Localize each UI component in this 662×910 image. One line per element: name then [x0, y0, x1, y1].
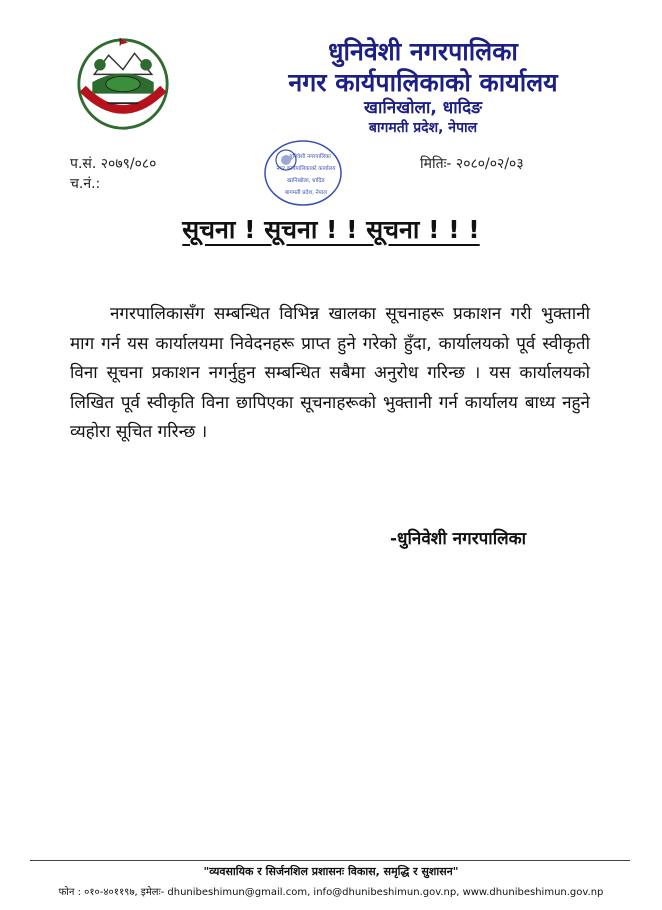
dispatch-number: च.नं.:: [70, 176, 101, 192]
office-name: नगर कार्यपालिकाको कार्यालय: [288, 68, 558, 97]
stamp-line-2: नगर कार्यपालिकाको कार्यालय: [276, 166, 336, 172]
org-name: धुनिवेशी नगरपालिका: [328, 37, 518, 66]
stamp-line-1: धुनिवेशी नगरपालिका: [289, 154, 331, 160]
footer-divider: [30, 860, 630, 861]
office-location: खानिखोला, धादिङ: [364, 98, 482, 118]
footer-slogan: "व्यवसायिक र सिर्जनशिल प्रशासनः विकास, समृद्धि र सुशासन": [203, 865, 459, 878]
stamp-line-4: बागमती प्रदेश, नेपाल: [285, 190, 327, 196]
province-name: बागमती प्रदेश, नेपाल: [368, 120, 478, 136]
letter-date: मितिः- २०८०/०२/०३: [420, 156, 524, 172]
signature: -धुनिवेशी नगरपालिका: [390, 529, 527, 549]
reference-number: प.सं. २०७९/०८०: [70, 156, 157, 172]
notice-body: नगरपालिकासँग सम्बन्धित विभिन्न खालका सूचनाहरू प्रकाशन गरी भुक्तानी माग गर्न यस कार्यालयमा निवेदनहरू प्राप्त हुने गरेको हुँदा, कार्यालयको पूर्व स्वीकृती विना सूचना प्रकाशन नगर्नुहुन सम्बन्धित सबैमा अनुरोध गरिन्छ । यस कार्यालयको लिखित पूर्व स्वीकृति विना छापिएका सूचनाहरूको भुक्तानी गर्न कार्यालय बाध्य नहुने व्यहोरा सूचित गरिन्छ ।: [70, 304, 590, 442]
notice-title: सूचना ! सूचना ! ! सूचना ! ! !: [182, 215, 480, 244]
stamp-line-3: खानिखोला, धादिङ: [287, 178, 325, 184]
office-stamp: [262, 138, 344, 208]
footer-contact: फोन : ०१०-४०११९७, इमेलः- dhunibeshimun@gmail.com, info@dhunibeshimun.gov.np, www.dhunibeshimun.gov.np: [58, 887, 604, 898]
